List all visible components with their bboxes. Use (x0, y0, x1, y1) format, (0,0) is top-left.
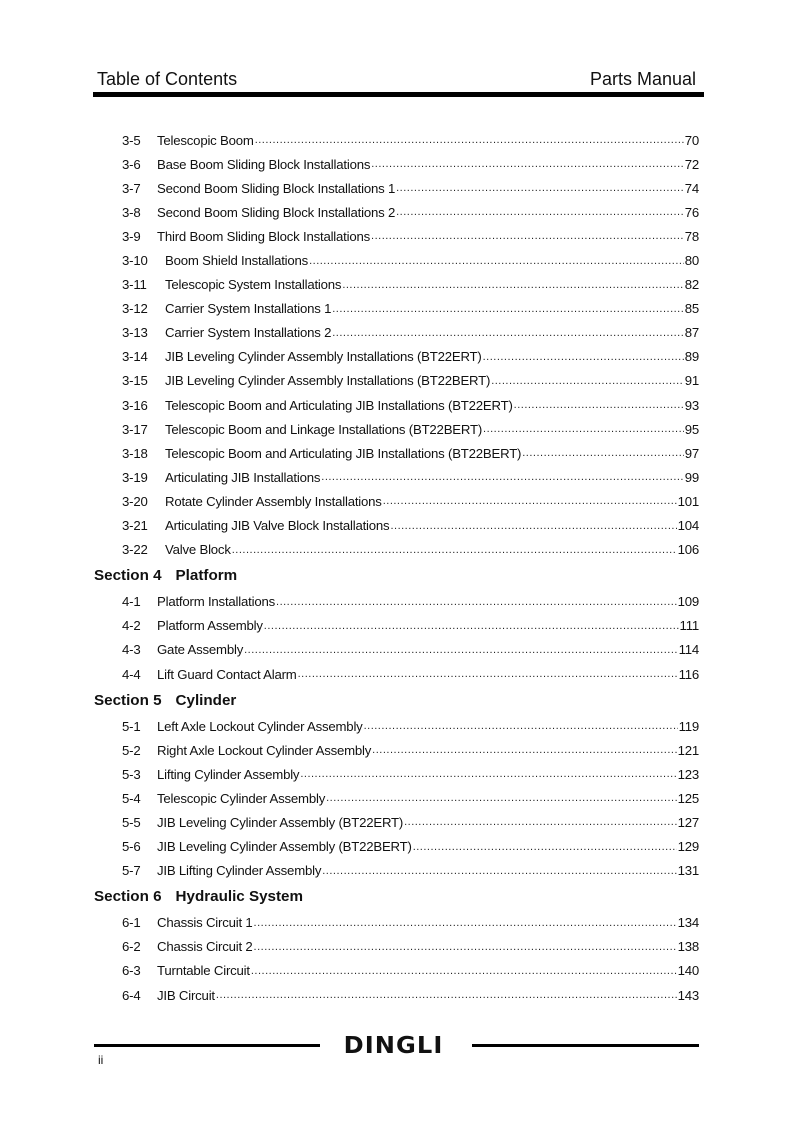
toc-entry[interactable] (94, 369, 699, 393)
entry-page: 85 (684, 301, 699, 317)
entry-number: 3-12 (122, 301, 148, 317)
toc-entry[interactable] (94, 152, 699, 176)
entry-title: Valve Block (165, 542, 231, 558)
entry-title: Telescopic Cylinder Assembly (157, 790, 326, 806)
entry-page: 76 (684, 204, 699, 220)
entry-page: 134 (677, 915, 699, 931)
entry-page: 140 (677, 963, 699, 979)
entry-title: Right Axle Lockout Cylinder Assembly (157, 742, 372, 758)
section-title: Platform (175, 567, 238, 585)
entry-number: 5-2 (122, 742, 141, 758)
dot-leader (251, 965, 677, 977)
dot-leader (514, 399, 684, 411)
dot-leader (244, 644, 677, 656)
page-number: ii (98, 1053, 104, 1067)
entry-number: 3-7 (122, 180, 141, 196)
section-number: Section 5 (94, 691, 162, 709)
entry-page: 111 (679, 618, 699, 634)
toc-entry[interactable] (94, 738, 699, 762)
toc-entry[interactable] (94, 345, 699, 369)
entry-page: 131 (677, 863, 699, 879)
entry-title: Rotate Cylinder Assembly Installations (165, 493, 382, 509)
entry-number: 3-19 (122, 469, 148, 485)
section-title: Cylinder (175, 691, 237, 709)
entry-title: Platform Installations (157, 594, 276, 610)
dot-leader (300, 768, 676, 780)
entry-title: Carrier System Installations 2 (165, 325, 332, 341)
header-manual-name: Parts Manual (589, 69, 696, 89)
entry-number: 3-10 (122, 253, 148, 269)
entry-page: 104 (677, 518, 699, 534)
entry-number: 3-22 (122, 542, 148, 558)
entry-title: Second Boom Sliding Block Installations 2 (157, 204, 396, 220)
dot-leader (232, 544, 677, 556)
entry-page: 74 (684, 180, 699, 196)
toc-entry[interactable] (94, 321, 699, 345)
toc-entry[interactable] (94, 200, 699, 224)
toc-entry[interactable] (94, 176, 699, 200)
dot-leader (491, 375, 684, 387)
entry-number: 3-14 (122, 349, 148, 365)
entry-page: 93 (684, 397, 699, 413)
toc-entry[interactable] (94, 714, 699, 738)
section-heading[interactable] (94, 562, 699, 590)
toc-entry[interactable] (94, 835, 699, 859)
dot-leader (276, 596, 677, 608)
entry-page: 123 (677, 766, 699, 782)
entry-page: 116 (678, 666, 699, 682)
entry-title: JIB Lifting Cylinder Assembly (157, 863, 322, 879)
entry-number: 3-11 (122, 277, 147, 293)
entry-page: 129 (677, 839, 699, 855)
entry-page: 138 (677, 939, 699, 955)
entry-title: Telescopic Boom and Articulating JIB Installations (BT22ERT) (165, 397, 513, 413)
entry-number: 3-15 (122, 373, 148, 389)
entry-title: Telescopic Boom and Articulating JIB Installations (BT22BERT) (165, 445, 522, 461)
entry-page: 109 (677, 594, 699, 610)
entry-number: 3-20 (122, 493, 148, 509)
dot-leader (321, 471, 683, 483)
dot-leader (332, 327, 683, 339)
entry-title: Lifting Cylinder Assembly (157, 766, 300, 782)
entry-page: 99 (684, 469, 699, 485)
dot-leader (483, 351, 684, 363)
entry-title: Turntable Circuit (157, 963, 250, 979)
dot-leader (396, 182, 684, 194)
entry-number: 5-1 (122, 718, 141, 734)
header-title: Table of Contents (97, 69, 238, 89)
dot-leader (254, 941, 677, 953)
toc-entry[interactable] (94, 959, 699, 983)
toc-entry[interactable] (94, 297, 699, 321)
entry-page: 106 (677, 542, 699, 558)
toc-entry[interactable] (94, 224, 699, 248)
toc-entry[interactable] (94, 810, 699, 834)
entry-number: 4-1 (122, 594, 141, 610)
toc-entry[interactable] (94, 393, 699, 417)
dot-leader (372, 744, 676, 756)
dot-leader (342, 279, 683, 291)
entry-number: 3-21 (122, 518, 148, 534)
entry-number: 4-2 (122, 618, 141, 634)
entry-page: 91 (684, 373, 699, 389)
dot-leader (371, 230, 684, 242)
toc-entry[interactable] (94, 983, 699, 1007)
section-number: Section 4 (94, 567, 162, 585)
entry-number: 6-4 (122, 987, 141, 1003)
entry-page: 80 (684, 253, 699, 269)
section-number: Section 6 (94, 888, 162, 906)
toc-entry[interactable] (94, 638, 699, 662)
entry-title: Carrier System Installations 1 (165, 301, 332, 317)
toc-entry[interactable] (94, 128, 699, 152)
toc-entry[interactable] (94, 911, 699, 935)
dot-leader (390, 520, 676, 532)
entry-page: 125 (677, 790, 699, 806)
header-rule (93, 92, 704, 97)
footer-rule-right (472, 1044, 699, 1047)
toc-entry[interactable] (94, 590, 699, 614)
entry-title: Articulating JIB Valve Block Installations (165, 518, 390, 534)
entry-title: Telescopic Boom (157, 132, 254, 148)
entry-title: JIB Leveling Cylinder Assembly Installations (BT22BERT) (165, 373, 491, 389)
dot-leader (404, 816, 677, 828)
entry-page: 87 (684, 325, 699, 341)
entry-title: Second Boom Sliding Block Installations 1 (157, 180, 396, 196)
entry-title: JIB Leveling Cylinder Assembly (BT22ERT) (157, 814, 404, 830)
entry-title: Left Axle Lockout Cylinder Assembly (157, 718, 363, 734)
entry-title: Telescopic Boom and Linkage Installations (BT22BERT) (165, 421, 483, 437)
entry-page: 70 (684, 132, 699, 148)
entry-title: Base Boom Sliding Block Installations (157, 156, 371, 172)
toc-entry[interactable] (94, 762, 699, 786)
dot-leader (216, 989, 677, 1001)
toc-entry[interactable] (94, 417, 699, 441)
entry-page: 97 (684, 445, 699, 461)
entry-title: Boom Shield Installations (165, 253, 309, 269)
entry-title: Telescopic System Installations (165, 277, 342, 293)
toc-entry[interactable] (94, 614, 699, 638)
entry-number: 5-5 (122, 814, 141, 830)
entry-number: 5-3 (122, 766, 141, 782)
entry-number: 3-6 (122, 156, 141, 172)
entry-title: Gate Assembly (157, 642, 244, 658)
dot-leader (522, 447, 683, 459)
entry-number: 3-17 (122, 421, 148, 437)
section-title: Hydraulic System (175, 888, 303, 906)
entry-title: Platform Assembly (157, 618, 263, 634)
entry-title: Articulating JIB Installations (165, 469, 321, 485)
dot-leader (254, 917, 677, 929)
toc-entry[interactable] (94, 465, 699, 489)
dot-leader (332, 303, 683, 315)
dot-leader (383, 495, 677, 507)
toc-entry[interactable] (94, 514, 699, 538)
entry-number: 4-4 (122, 666, 141, 682)
entry-number: 6-2 (122, 939, 141, 955)
entry-number: 6-3 (122, 963, 141, 979)
dot-leader (309, 255, 684, 267)
entry-title: JIB Leveling Cylinder Assembly (BT22BERT) (157, 839, 412, 855)
section-heading[interactable] (94, 686, 699, 714)
entry-number: 3-16 (122, 397, 148, 413)
dot-leader (371, 158, 683, 170)
entry-number: 3-5 (122, 132, 141, 148)
dot-leader (396, 206, 684, 218)
entry-number: 3-13 (122, 325, 148, 341)
entry-title: Chassis Circuit 2 (157, 939, 253, 955)
entry-number: 4-3 (122, 642, 141, 658)
footer-rule-left (94, 1044, 320, 1047)
entry-page: 143 (677, 987, 699, 1003)
entry-page: 72 (684, 156, 699, 172)
entry-title: Third Boom Sliding Block Installations (157, 228, 371, 244)
entry-page: 89 (684, 349, 699, 365)
entry-title: JIB Leveling Cylinder Assembly Installations (BT22ERT) (165, 349, 482, 365)
entry-page: 95 (684, 421, 699, 437)
dot-leader (322, 865, 676, 877)
dot-leader (483, 423, 684, 435)
entry-page: 101 (677, 493, 699, 509)
entry-title: Chassis Circuit 1 (157, 915, 253, 931)
entry-page: 127 (677, 814, 699, 830)
entry-number: 3-18 (122, 445, 148, 461)
entry-number: 3-9 (122, 228, 141, 244)
entry-number: 5-7 (122, 863, 141, 879)
entry-number: 5-6 (122, 839, 141, 855)
dot-leader (364, 720, 678, 732)
toc-entry[interactable] (94, 859, 699, 883)
entry-page: 119 (678, 718, 699, 734)
toc-entry[interactable] (94, 489, 699, 513)
toc-entry[interactable] (94, 273, 699, 297)
dot-leader (255, 134, 684, 146)
dot-leader (326, 792, 676, 804)
dot-leader (264, 620, 679, 632)
dingli-logo: DINGLI (343, 1033, 444, 1059)
entry-page: 82 (684, 277, 699, 293)
entry-number: 6-1 (122, 915, 141, 931)
toc-entry[interactable] (94, 538, 699, 562)
toc-entry[interactable] (94, 662, 699, 686)
table-of-contents (94, 128, 699, 1007)
dot-leader (413, 841, 677, 853)
section-heading[interactable] (94, 883, 699, 911)
entry-number: 5-4 (122, 790, 141, 806)
toc-entry[interactable] (94, 786, 699, 810)
entry-title: Lift Guard Contact Alarm (157, 666, 297, 682)
toc-entry[interactable] (94, 248, 699, 272)
entry-page: 78 (684, 228, 699, 244)
entry-number: 3-8 (122, 204, 141, 220)
dot-leader (298, 668, 678, 680)
entry-page: 114 (678, 642, 699, 658)
toc-entry[interactable] (94, 935, 699, 959)
toc-entry[interactable] (94, 441, 699, 465)
entry-title: JIB Circuit (157, 987, 215, 1003)
entry-page: 121 (677, 742, 699, 758)
